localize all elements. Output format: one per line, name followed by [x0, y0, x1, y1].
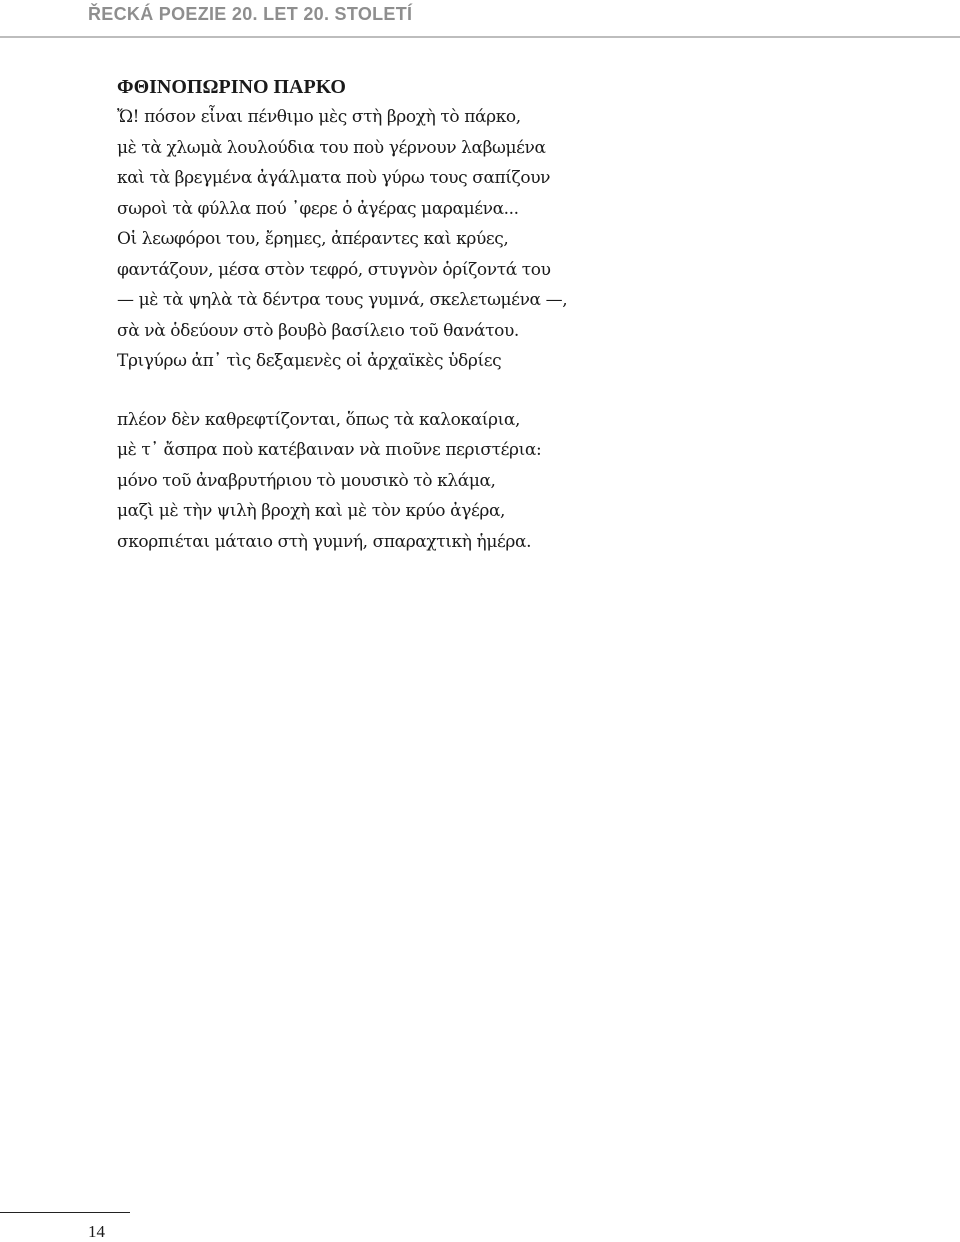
poem-title: ΦΘΙΝΟΠΩΡΙΝΟ ΠΑΡΚΟ — [117, 76, 346, 98]
verse-line: Ὤ! πόσον εἶναι πένθιμο μὲς στὴ βροχὴ τὸ πάρκο, — [117, 107, 521, 127]
verse-line: σκορπιέται μάταιο στὴ γυμνή, σπαραχτικὴ ἡμέρα. — [117, 531, 532, 552]
verse-line: — μὲ τὰ ψηλὰ τὰ δέντρα τους γυμνά, σκελετωμένα —, — [117, 290, 568, 310]
stanza-2 — [117, 405, 917, 558]
verse-line: πλέον δὲν καθρεφτίζονται, ὅπως τὰ καλοκαίρια, — [117, 409, 520, 430]
verse-line: σωροὶ τὰ φύλλα πού ᾿φερε ὁ ἀγέρας μαραμένα... — [117, 198, 519, 219]
header-rule — [0, 36, 960, 38]
verse-line: μὲ τ᾿ ἄσπρα ποὺ κατέβαιναν νὰ πιοῦνε περιστέρια: — [117, 440, 542, 460]
verse-line: φαντάζουν, μέσα στὸν τεφρό, στυγνὸν ὁρίζοντά του — [117, 259, 551, 280]
page-number: 14 — [88, 1222, 105, 1241]
verse-line: μαζὶ μὲ τὴν ψιλὴ βροχὴ καὶ μὲ τὸν κρύο ἀγέρα, — [117, 501, 506, 521]
verse-line: Οἱ λεωφόροι του, ἔρημες, ἀπέραντες καὶ κρύες, — [117, 229, 509, 249]
verse-line: μόνο τοῦ ἀναβρυτήριου τὸ μουσικὸ τὸ κλάμα, — [117, 470, 496, 491]
verse-line: καὶ τὰ βρεγμένα ἀγάλματα ποὺ γύρω τους σαπίζουν — [117, 168, 551, 188]
verse-line: Τριγύρω ἀπ᾿ τὶς δεξαμενὲς οἱ ἀρχαϊκὲς ὑδρίες — [117, 351, 502, 371]
poem — [117, 72, 917, 557]
verse-line: σὰ νὰ ὁδεύουν στὸ βουβὸ βασίλειο τοῦ θανάτου. — [117, 320, 519, 341]
running-header: ŘECKÁ POEZIE 20. LET 20. STOLETÍ — [88, 4, 413, 24]
stanza-1 — [117, 102, 917, 377]
verse-line: μὲ τὰ χλωμὰ λουλούδια του ποὺ γέρνουν λαβωμένα — [117, 137, 546, 158]
footer-rule — [0, 1212, 130, 1213]
